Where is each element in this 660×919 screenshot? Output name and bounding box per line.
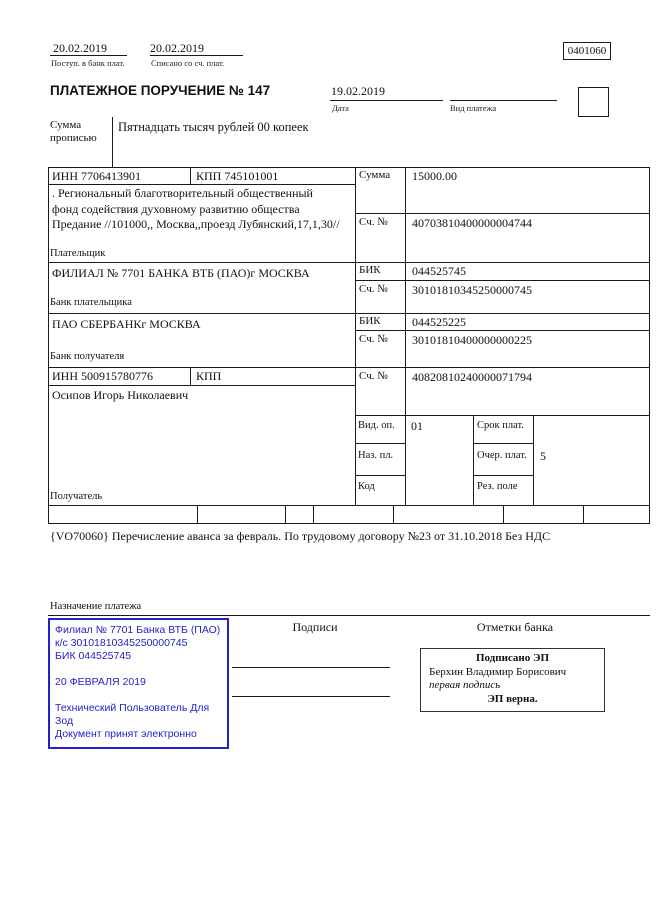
payer-bank-bik-label: БИК xyxy=(359,264,381,276)
signature-line xyxy=(232,696,390,697)
divider xyxy=(355,167,356,505)
payer-name: . Региональный благотворительный общественный фонд содействия духовному развитию общества Предание //101000,, Москва,,проезд Лубянский,17,1,30// xyxy=(52,186,340,231)
divider xyxy=(112,117,113,167)
payee-account-value: 40820810240000071794 xyxy=(412,370,532,384)
payer-kpp: КПП 745101001 xyxy=(196,169,279,183)
divider xyxy=(405,167,406,505)
payer-inn: ИНН 7706413901 xyxy=(52,169,141,183)
priority-value: 5 xyxy=(540,449,546,463)
debited-date: 20.02.2019 xyxy=(150,41,204,55)
divider xyxy=(473,475,533,476)
purpose-text: {VO70060} Перечисление аванса за февраль. По трудовому договору №23 от 31.10.2018 Без НДС xyxy=(50,529,551,543)
divider xyxy=(285,506,286,523)
payee-name: Осипов Игорь Николаевич xyxy=(52,388,189,402)
divider xyxy=(48,184,355,185)
signature-line xyxy=(232,667,390,668)
op-type-value: 01 xyxy=(411,419,423,433)
stamp-user: Технический Пользователь Для Зод xyxy=(55,702,210,727)
divider xyxy=(450,100,557,101)
date-label: Дата xyxy=(332,103,349,113)
pay-term-label: Срок плат. xyxy=(477,420,524,431)
divider xyxy=(355,415,650,416)
payee-bank-label: Банк получателя xyxy=(50,351,125,362)
payer-account-value: 40703810400000004744 xyxy=(412,216,532,230)
divider xyxy=(48,262,650,263)
payer-bank-label: Банк плательщика xyxy=(50,297,132,308)
form-code-box xyxy=(563,42,611,60)
amount-words-label: Сумма прописью xyxy=(50,119,97,144)
amount-words-value: Пятнадцать тысяч рублей 00 копеек xyxy=(118,120,309,134)
reserve-field-label: Рез. поле xyxy=(477,481,518,492)
priority-label: Очер. плат. xyxy=(477,450,527,461)
payee-bank-bik-value: 044525225 xyxy=(412,315,466,329)
received-date: 20.02.2019 xyxy=(53,41,107,55)
divider xyxy=(48,615,650,616)
purpose-code-label: Наз. пл. xyxy=(358,450,394,461)
divider xyxy=(150,55,243,56)
divider xyxy=(48,505,650,506)
divider xyxy=(473,443,533,444)
esignature-title: Подписано ЭП xyxy=(475,652,550,664)
payment-type-label: Вид платежа xyxy=(450,103,497,113)
bank-marks-label: Отметки банка xyxy=(476,620,554,634)
payee-bank-bik-label: БИК xyxy=(359,315,381,327)
purpose-label: Назначение платежа xyxy=(50,601,142,612)
payee-bank-account-value: 30101810400000000225 xyxy=(412,333,532,347)
divider xyxy=(313,506,314,523)
debited-date-label: Списано со сч. плат. xyxy=(151,58,225,68)
stamp-bik: БИК 044525745 xyxy=(55,650,132,662)
stamp-corr-account: к/с 30101810345250000745 xyxy=(55,637,188,649)
divider xyxy=(48,167,650,168)
received-date-label: Поступ. в банк плат. xyxy=(51,58,125,68)
divider xyxy=(190,367,191,385)
divider xyxy=(533,415,534,505)
spacer xyxy=(55,689,222,702)
payee-label: Получатель xyxy=(50,491,103,502)
sum-label: Сумма xyxy=(359,169,391,181)
divider xyxy=(649,167,650,523)
divider xyxy=(330,100,443,101)
signatures-label: Подписи xyxy=(292,620,338,634)
divider xyxy=(48,523,650,524)
divider xyxy=(355,280,650,281)
payee-kpp-label: КПП xyxy=(196,369,222,383)
divider xyxy=(503,506,504,523)
code-label: Код xyxy=(358,481,375,492)
divider xyxy=(355,330,650,331)
divider xyxy=(48,367,650,368)
divider xyxy=(393,506,394,523)
payer-bank-account-label: Сч. № xyxy=(359,283,388,295)
payer-bank-name: ФИЛИАЛ № 7701 БАНКА ВТБ (ПАО)г МОСКВА xyxy=(52,266,310,280)
form-code: 0401060 xyxy=(567,45,607,57)
divider xyxy=(473,415,474,505)
divider xyxy=(48,385,355,386)
stamp-note: Документ принят электронно xyxy=(55,728,197,740)
payer-account-label: Сч. № xyxy=(359,216,388,228)
esignature-name: Берхин Владимир Борисович xyxy=(429,665,567,678)
spacer xyxy=(55,663,222,676)
payer-bank-account-value: 30101810345250000745 xyxy=(412,283,532,297)
stamp-bank-name: Филиал № 7701 Банка ВТБ (ПАО) xyxy=(55,624,221,636)
payer-bank-bik-value: 044525745 xyxy=(412,264,466,278)
divider xyxy=(48,313,650,314)
bank-stamp-box xyxy=(48,618,229,749)
esignature-validity: ЭП верна. xyxy=(487,692,538,705)
esignature-subtitle: первая подпись xyxy=(429,679,501,691)
divider xyxy=(583,506,584,523)
sum-value: 15000.00 xyxy=(412,169,457,183)
payer-label: Плательщик xyxy=(50,248,106,259)
op-type-label: Вид. оп. xyxy=(358,420,395,431)
payee-account-label: Сч. № xyxy=(359,370,388,382)
esignature-box xyxy=(420,648,605,712)
divider xyxy=(50,55,127,56)
divider xyxy=(355,443,405,444)
divider xyxy=(48,167,49,523)
document-date: 19.02.2019 xyxy=(331,84,385,98)
divider xyxy=(190,167,191,184)
divider xyxy=(355,213,650,214)
payment-type-checkbox xyxy=(578,87,609,117)
document-title: ПЛАТЕЖНОЕ ПОРУЧЕНИЕ № 147 xyxy=(50,83,271,98)
divider xyxy=(197,506,198,523)
payee-bank-name: ПАО СБЕРБАНКг МОСКВА xyxy=(52,317,201,331)
payee-bank-account-label: Сч. № xyxy=(359,333,388,345)
payee-inn: ИНН 500915780776 xyxy=(52,369,153,383)
divider xyxy=(355,475,405,476)
stamp-date: 20 ФЕВРАЛЯ 2019 xyxy=(55,676,146,688)
